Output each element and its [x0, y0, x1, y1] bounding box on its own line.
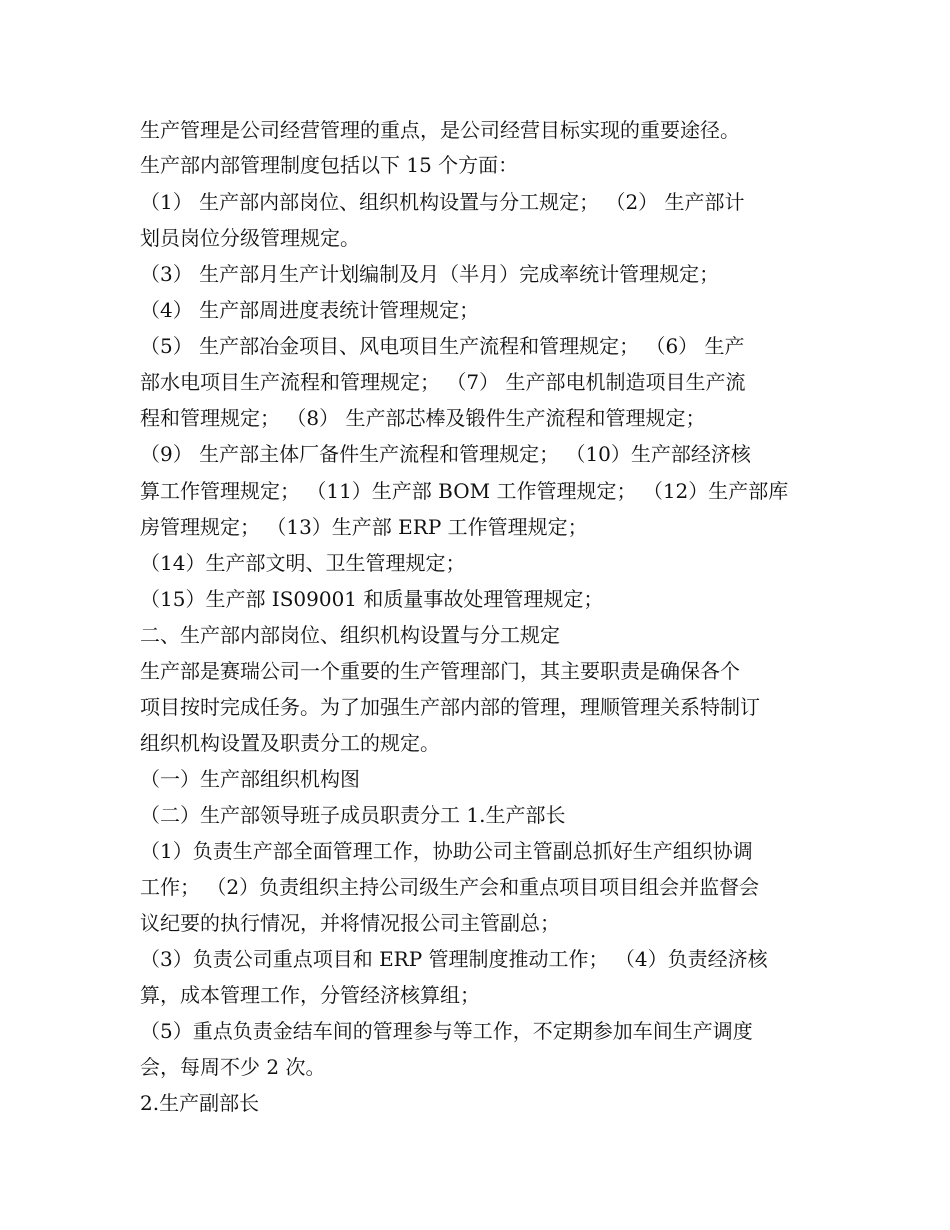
- text-line: 划员岗位分级管理规定。: [140, 226, 360, 250]
- text-line: （15）生产部 IS09001 和质量事故处理管理规定；: [140, 587, 604, 611]
- text-line: 生产部内部管理制度包括以下 15 个方面：: [140, 153, 519, 177]
- subsection-heading: （二）生产部领导班子成员职责分工 1.生产部长: [140, 803, 566, 827]
- text-line: （1）负责生产部全面管理工作，协助公司主管副总抓好生产组织协调: [140, 839, 753, 863]
- text-line: 部水电项目生产流程和管理规定； （7） 生产部电机制造项目生产流: [140, 370, 746, 394]
- text-line: 项目按时完成任务。为了加强生产部内部的管理，理顺管理关系特制订: [140, 695, 760, 719]
- text-line: （3）负责公司重点项目和 ERP 管理制度推动工作； （4）负责经济核: [140, 947, 768, 971]
- text-line: （14）生产部文明、卫生管理规定；: [140, 551, 466, 575]
- text-line: 生产管理是公司经营管理的重点，是公司经营目标实现的重要途径。: [140, 118, 740, 142]
- text-line: （1） 生产部内部岗位、组织机构设置与分工规定； （2） 生产部计: [140, 190, 745, 214]
- text-line: 算工作管理规定； （11）生产部 BOM 工作管理规定； （12）生产部库: [140, 479, 789, 503]
- text-line: （4） 生产部周进度表统计管理规定；: [140, 298, 480, 322]
- text-line: （5）重点负责金结车间的管理参与等工作，不定期参加车间生产调度: [140, 1019, 753, 1043]
- text-line: 组织机构设置及职责分工的规定。: [140, 731, 440, 755]
- text-line: （9） 生产部主体厂备件生产流程和管理规定； （10）生产部经济核: [140, 442, 751, 466]
- section-heading: 二、生产部内部岗位、组织机构设置与分工规定: [140, 623, 560, 647]
- text-line: （5） 生产部冶金项目、风电项目生产流程和管理规定； （6） 生产: [140, 334, 745, 358]
- subsection-heading: 2.生产副部长: [140, 1091, 260, 1115]
- text-line: 议纪要的执行情况，并将情况报公司主管副总；: [140, 911, 560, 935]
- text-line: 房管理规定； （13）生产部 ERP 工作管理规定；: [140, 515, 588, 539]
- text-line: （3） 生产部月生产计划编制及月（半月）完成率统计管理规定；: [140, 262, 720, 286]
- text-line: 算，成本管理工作，分管经济核算组；: [140, 983, 480, 1007]
- text-line: 工作； （2）负责组织主持公司级生产会和重点项目项目组会并监督会: [140, 875, 760, 899]
- text-line: 生产部是赛瑞公司一个重要的生产管理部门，其主要职责是确保各个: [140, 659, 740, 683]
- text-line: 程和管理规定； （8） 生产部芯棒及锻件生产流程和管理规定；: [140, 406, 706, 430]
- subsection-heading: （一）生产部组织机构图: [140, 767, 360, 791]
- text-line: 会，每周不少 2 次。: [140, 1055, 326, 1079]
